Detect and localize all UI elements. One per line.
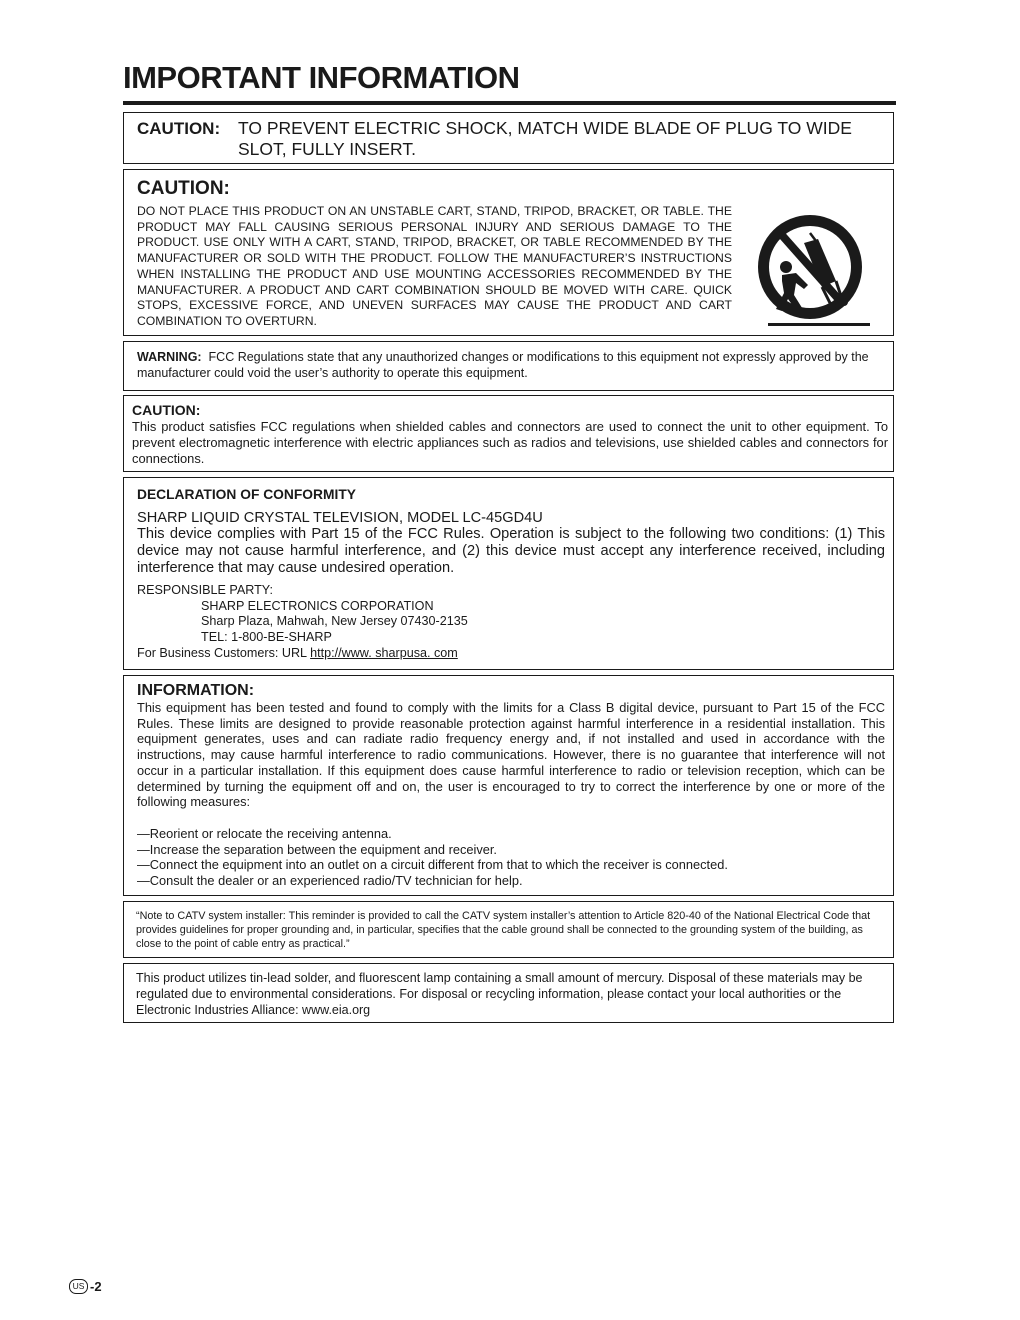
- list-item: —Reorient or relocate the receiving antenna.: [137, 826, 392, 841]
- cart-tipover-warning-icon: [752, 211, 874, 329]
- caution-cart-label: CAUTION:: [137, 178, 230, 199]
- solder-note-text: This product utilizes tin-lead solder, and fluorescent lamp containing a small amount of mercury. Disposal of these materials may be regulated due to environmental considerations. For disposal or recycling information, please contact your local authorities or the Electronic Industries Alliance: www.eia.org: [136, 971, 863, 1017]
- caution-plug-box: [123, 112, 894, 164]
- list-item: —Increase the separation between the equipment and receiver.: [137, 841, 497, 857]
- caution-cables-text: This product satisfies FCC regulations when shielded cables and connectors are used to connect the unit to other equipment. To prevent electromagnetic interference with electric appliances such as radios and televisions, use shielded cables and connectors for connections.: [132, 419, 888, 466]
- warning-paragraph: [137, 349, 879, 381]
- caution-plug-label: CAUTION:: [137, 119, 221, 138]
- catv-note-box: [123, 901, 894, 958]
- responsible-company: SHARP ELECTRONICS CORPORATION: [201, 599, 434, 613]
- information-box: [123, 675, 894, 896]
- caution-cart-box: [123, 169, 894, 336]
- responsible-party-label: RESPONSIBLE PARTY:: [137, 583, 274, 597]
- responsible-phone: TEL: 1-800-BE-SHARP: [201, 630, 332, 644]
- information-label: INFORMATION:: [137, 682, 255, 699]
- catv-note-text: “Note to CATV system installer: This reminder is provided to call the CATV system installer’s attention to Article 820-40 of the National Electrical Code that provides guidelines for proper grounding and, in particular, specifies that the cable ground shall be connected to the grounding system of the building, as close to the point of cable entry as practical.”: [136, 910, 871, 950]
- region-badge: US: [69, 1279, 88, 1294]
- measures-list: [137, 826, 728, 889]
- business-url-line: [137, 646, 458, 660]
- business-url-prefix: For Business Customers: URL: [137, 646, 311, 660]
- list-item: —Connect the equipment into an outlet on a circuit different from that to which the receiver is connected.: [137, 857, 728, 873]
- page-number: -2: [90, 1279, 102, 1294]
- responsible-address: Sharp Plaza, Mahwah, New Jersey 07430-2135: [201, 614, 468, 628]
- caution-cart-text: DO NOT PLACE THIS PRODUCT ON AN UNSTABLE CART, STAND, TRIPOD, BRACKET, OR TABLE. THE PRODUCT MAY FALL CAUSING SERIOUS PERSONAL INJURY AND SERIOUS DAMAGE TO THE PRODUCT. USE ONLY WITH A CART, STAND, TRIPOD, BRACKET, OR TABLE RECOMMENDED BY THE MANUFACTURER OR SOLD WITH THE PRODUCT. FOLLOW THE MANUFACTURER’S INSTRUCTIONS WHEN INSTALLING THE PRODUCT AND USE MOUNTING ACCESSORIES RECOMMENDED BY THE MANUFACTURER. A PRODUCT AND CART COMBINATION SHOULD BE MOVED WITH CARE. QUICK STOPS, EXCESSIVE FORCE, AND UNEVEN SURFACES MAY CAUSE THE PRODUCT AND CART COMBINATION TO OVERTURN.: [137, 204, 732, 328]
- sharpusa-link[interactable]: http://www. sharpusa. com: [310, 646, 458, 660]
- page-footer: [69, 1279, 102, 1294]
- caution-plug-text: TO PREVENT ELECTRIC SHOCK, MATCH WIDE BLADE OF PLUG TO WIDE SLOT, FULLY INSERT.: [238, 118, 852, 159]
- title-rule: [123, 101, 896, 105]
- declaration-box: [123, 477, 894, 670]
- caution-cables-label: CAUTION:: [132, 402, 201, 418]
- warning-text: FCC Regulations state that any unauthorized changes or modifications to this equipment not expressly approved by the manufacturer could void the user’s authority to operate this equipment.: [137, 350, 869, 380]
- declaration-heading: DECLARATION OF CONFORMITY: [137, 487, 356, 502]
- warning-box: [123, 341, 894, 391]
- declaration-text: This device complies with Part 15 of the FCC Rules. Operation is subject to the following two conditions: (1) This device may not cause harmful interference, and (2) this device must accept any interference received, including interference that may cause undesired operation.: [137, 526, 885, 576]
- caution-cables-box: [123, 395, 894, 472]
- solder-note-box: [123, 963, 894, 1023]
- warning-label: WARNING:: [137, 350, 202, 364]
- declaration-model: SHARP LIQUID CRYSTAL TELEVISION, MODEL LC-45GD4U: [137, 510, 543, 526]
- list-item: —Consult the dealer or an experienced radio/TV technician for help.: [137, 873, 523, 889]
- page-title: IMPORTANT INFORMATION: [123, 60, 520, 95]
- information-text: This equipment has been tested and found to comply with the limits for a Class B digital device, pursuant to Part 15 of the FCC Rules. These limits are designed to provide reasonable protection against harmful interference in a residential installation. This equipment generates, uses and can radiate radio frequency energy and, if not installed and used in accordance with the instructions, may cause harmful interference to radio communications. However, there is no guarantee that interference will not occur in a particular installation. If this equipment does cause harmful interference to radio or television reception, which can be determined by turning the equipment off and on, the user is encouraged to try to correct the interference by one or more of the following measures:: [137, 700, 885, 810]
